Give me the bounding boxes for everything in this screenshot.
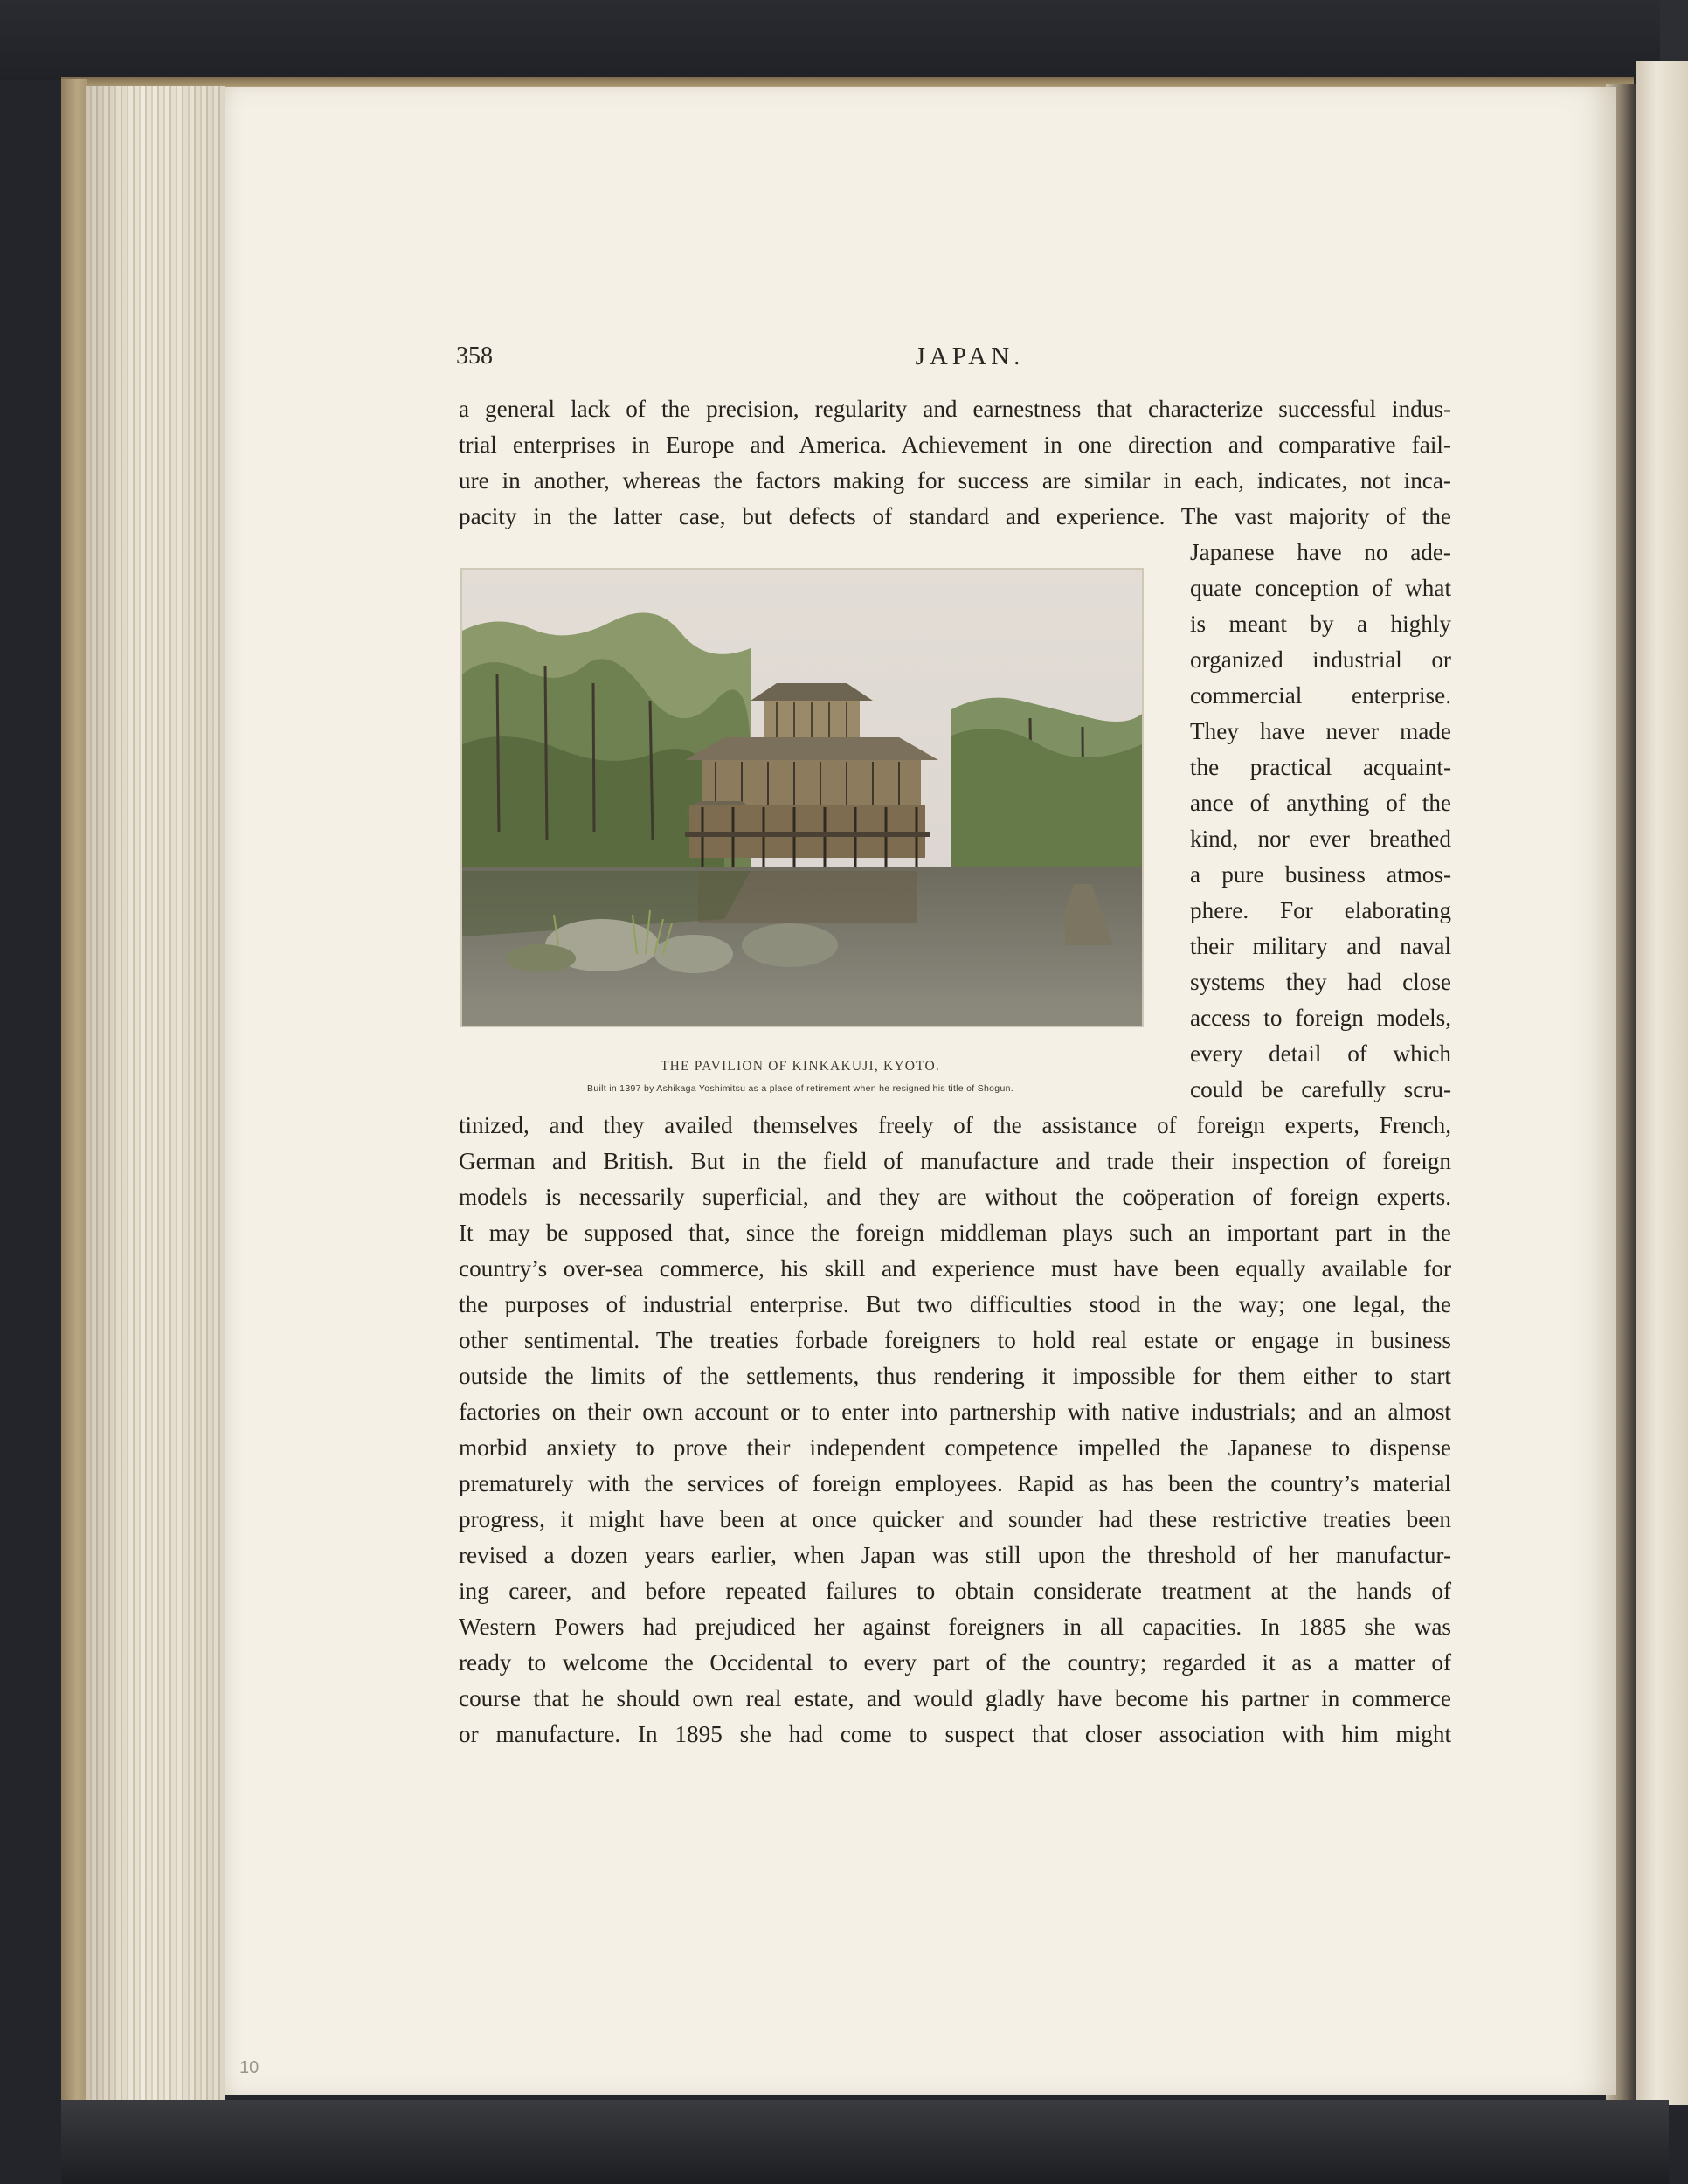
pavilion-photo (462, 570, 1142, 1026)
text-line: pacity in the latter case, but defects of standard and experience. The vast majority of the (459, 503, 1451, 529)
figure-caption-note: Built in 1397 by Ashikaga Yoshimitsu as a place of retirement when he resigned his title of Shogun. (587, 1083, 1013, 1094)
text-line: kind, nor ever breathed (1190, 826, 1451, 852)
backdrop-corner (1660, 0, 1688, 61)
text-line: could be carefully scru- (1190, 1076, 1451, 1102)
text-line: access to foreign models, (1190, 1005, 1451, 1031)
text-line: every detail of which (1190, 1040, 1451, 1067)
text-line: a pure business atmos- (1190, 861, 1451, 888)
page-number: 358 (456, 342, 493, 370)
text-line: revised a dozen years earlier, when Japan was still upon the threshold of her manufactur- (459, 1542, 1451, 1568)
text-line: tinized, and they availed themselves freely of the assistance of foreign experts, French, (459, 1112, 1451, 1138)
text-line: Western Powers had prejudiced her against foreigners in all capacities. In 1885 she was (459, 1614, 1451, 1640)
backdrop (0, 0, 1688, 80)
text-line: factories on their own account or to enter into partnership with native industrials; and an almost (459, 1399, 1451, 1425)
text-line: ing career, and before repeated failures to obtain considerate treatment at the hands of (459, 1578, 1451, 1604)
text-line: phere. For elaborating (1190, 897, 1451, 923)
text-line: country’s over-sea commerce, his skill and experience must have been equally available for (459, 1255, 1451, 1282)
text-line: Japanese have no ade- (1190, 539, 1451, 565)
text-line: outside the limits of the settlements, thus rendering it impossible for them either to start (459, 1363, 1451, 1389)
text-line: other sentimental. The treaties forbade foreigners to hold real estate or engage in business (459, 1327, 1451, 1353)
text-line: commercial enterprise. (1190, 682, 1451, 708)
body-text-bottom (459, 1108, 1451, 1752)
facing-page-edge (1636, 61, 1688, 2105)
text-line: prematurely with the services of foreign employees. Rapid as has been the country’s material (459, 1470, 1451, 1496)
text-line: organized industrial or (1190, 646, 1451, 673)
text-line: or manufacture. In 1895 she had come to suspect that closer association with him might (459, 1721, 1451, 1747)
text-line: quate conception of what (1190, 575, 1451, 601)
text-line: their military and naval (1190, 933, 1451, 959)
body-text-top (459, 391, 1451, 535)
book-cover-edge (61, 79, 87, 2102)
text-line: the practical acquaint- (1190, 754, 1451, 780)
text-line: morbid anxiety to prove their independent competence impelled the Japanese to dispense (459, 1434, 1451, 1461)
text-line: ure in another, whereas the factors making for success are similar in each, indicates, not inca- (459, 467, 1451, 494)
pencil-annotation: 10 (239, 2058, 259, 2077)
book-bottom-edge (61, 2100, 1669, 2184)
running-title: JAPAN. (915, 342, 1025, 370)
text-line: ance of anything of the (1190, 790, 1451, 816)
text-line: models is necessarily superficial, and they are without the coöperation of foreign experts. (459, 1184, 1451, 1210)
text-line: ready to welcome the Occidental to every part of the country; regarded it as a matter of (459, 1649, 1451, 1676)
text-line: the purposes of industrial enterprise. But two difficulties stood in the way; one legal, the (459, 1291, 1451, 1317)
text-line: trial enterprises in Europe and America. Achievement in one direction and comparative fail- (459, 432, 1451, 458)
figure-caption-title: THE PAVILION OF KINKAKUJI, KYOTO. (660, 1059, 941, 1074)
text-line: It may be supposed that, since the foreign middleman plays such an important part in the (459, 1220, 1451, 1246)
text-line: course that he should own real estate, and would gladly have become his partner in commerce (459, 1685, 1451, 1711)
body-text-side (1190, 535, 1451, 1108)
text-line: a general lack of the precision, regularity and earnestness that characterize successful indus- (459, 396, 1451, 422)
text-line: systems they had close (1190, 969, 1451, 995)
photo-plate-kinkakuji (460, 568, 1144, 1027)
text-line: They have never made (1190, 718, 1451, 744)
page-stack-shadow (86, 86, 225, 2100)
text-line: progress, it might have been at once quicker and sounder had these restrictive treaties been (459, 1506, 1451, 1532)
text-line: German and British. But in the field of manufacture and trade their inspection of foreign (459, 1148, 1451, 1174)
text-line: is meant by a highly (1190, 611, 1451, 637)
